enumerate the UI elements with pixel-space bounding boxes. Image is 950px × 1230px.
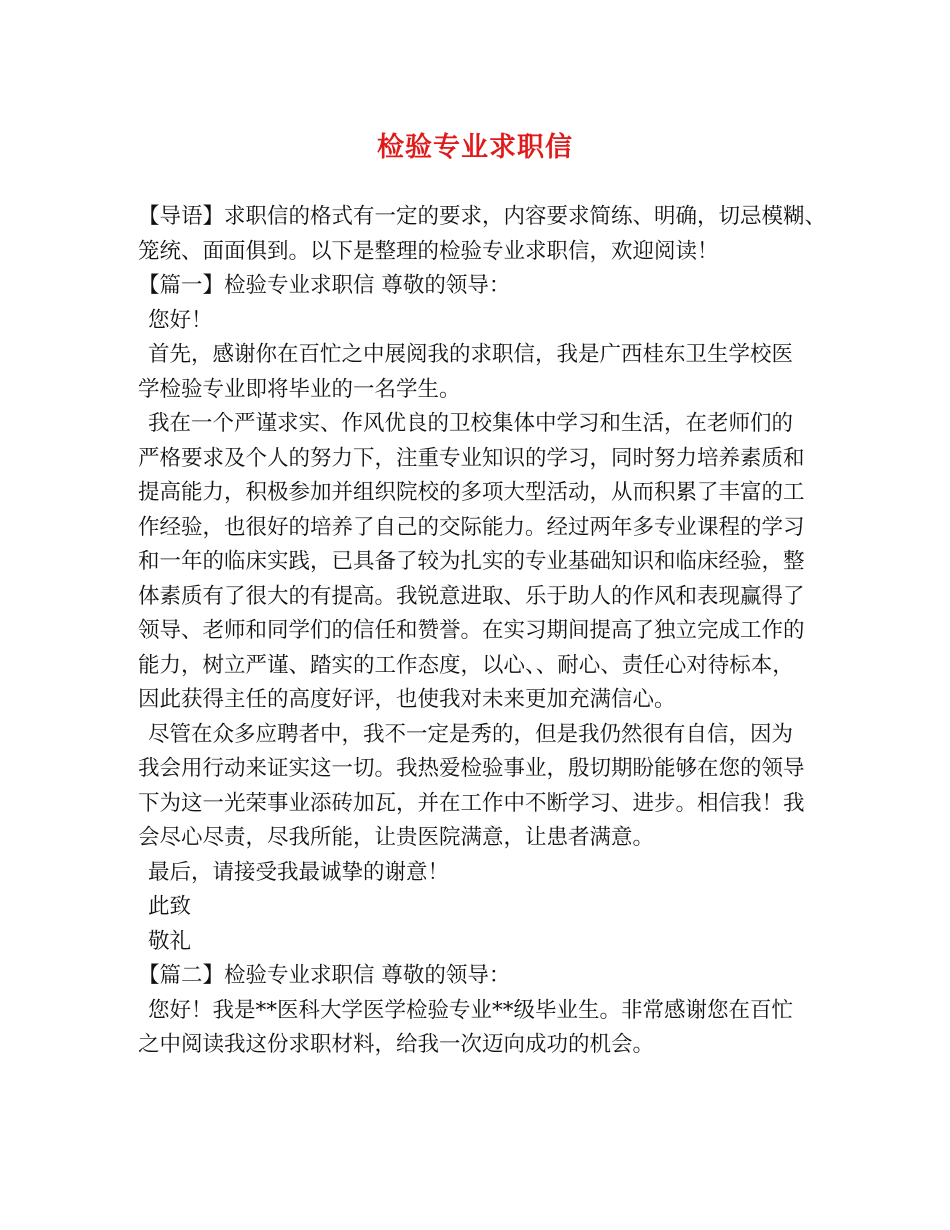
intro-line-2: 笼统、面面俱到。以下是整理的检验专业求职信，欢迎阅读！ bbox=[138, 238, 719, 264]
paragraph-line: 提高能力，积极参加并组织院校的多项大型活动，从而积累了丰富的工 bbox=[138, 480, 805, 505]
paragraph-line: 因此获得主任的高度好评，也使我对未来更加充满信心。 bbox=[138, 687, 676, 712]
paragraph-line: 会尽心尽责，尽我所能，让贵医院满意，让患者满意。 bbox=[138, 825, 655, 850]
paragraph-line: 我在一个严谨求实、作风优良的卫校集体中学习和生活，在老师们的 bbox=[148, 411, 794, 436]
document-title: 检验专业求职信 bbox=[377, 132, 573, 163]
paragraph-line: 作经验，也很好的培养了自己的交际能力。经过两年多专业课程的学习 bbox=[138, 514, 805, 540]
paragraph-line: 体素质有了很大的有提高。我锐意进取、乐于助人的作风和表现赢得了 bbox=[138, 583, 805, 609]
closing-line: 最后，请接受我最诚挚的谢意！ bbox=[148, 859, 450, 885]
section-one-heading: 【篇一】检验专业求职信 尊敬的领导： bbox=[138, 273, 511, 298]
paragraph-line: 尽管在众多应聘者中，我不一定是秀的，但是我仍然很有自信，因为 bbox=[148, 721, 794, 747]
paragraph-line: 领导、老师和同学们的信任和赞誉。在实习期间提高了独立完成工作的 bbox=[138, 618, 805, 643]
paragraph-line: 学检验专业即将毕业的一名学生。 bbox=[138, 376, 461, 402]
paragraph-line: 严格要求及个人的努力下，注重专业知识的学习，同时努力培养素质和 bbox=[138, 445, 805, 471]
paragraph-line: 您好！我是**医科大学医学检验专业**级毕业生。非常感谢您在百忙 bbox=[148, 997, 794, 1023]
document-body bbox=[138, 200, 838, 1063]
paragraph-line: 我会用行动来证实这一切。我热爱检验事业，殷切期盼能够在您的领导 bbox=[138, 756, 805, 781]
intro-line-1: 【导语】求职信的格式有一定的要求，内容要求简练、明确，切忌模糊、 bbox=[138, 204, 827, 229]
section-two-heading: 【篇二】检验专业求职信 尊敬的领导： bbox=[138, 963, 511, 988]
paragraph-line: 下为这一光荣事业添砖加瓦，并在工作中不断学习、进步。相信我！我 bbox=[138, 790, 805, 816]
paragraph-line: 能力，树立严谨、踏实的工作态度，以心、、耐心、责任心对待标本， bbox=[138, 652, 794, 678]
closing-line: 敬礼 bbox=[148, 928, 192, 954]
paragraph-line: 首先，感谢你在百忙之中展阅我的求职信，我是广西桂东卫生学校医 bbox=[148, 342, 794, 367]
greeting-line: 您好！ bbox=[148, 307, 213, 333]
paragraph-line: 和一年的临床实践，已具备了较为扎实的专业基础知识和临床经验，整 bbox=[138, 549, 805, 574]
closing-line: 此致 bbox=[148, 894, 192, 919]
paragraph-line: 之中阅读我这份求职材料，给我一次迈向成功的机会。 bbox=[138, 1032, 655, 1057]
